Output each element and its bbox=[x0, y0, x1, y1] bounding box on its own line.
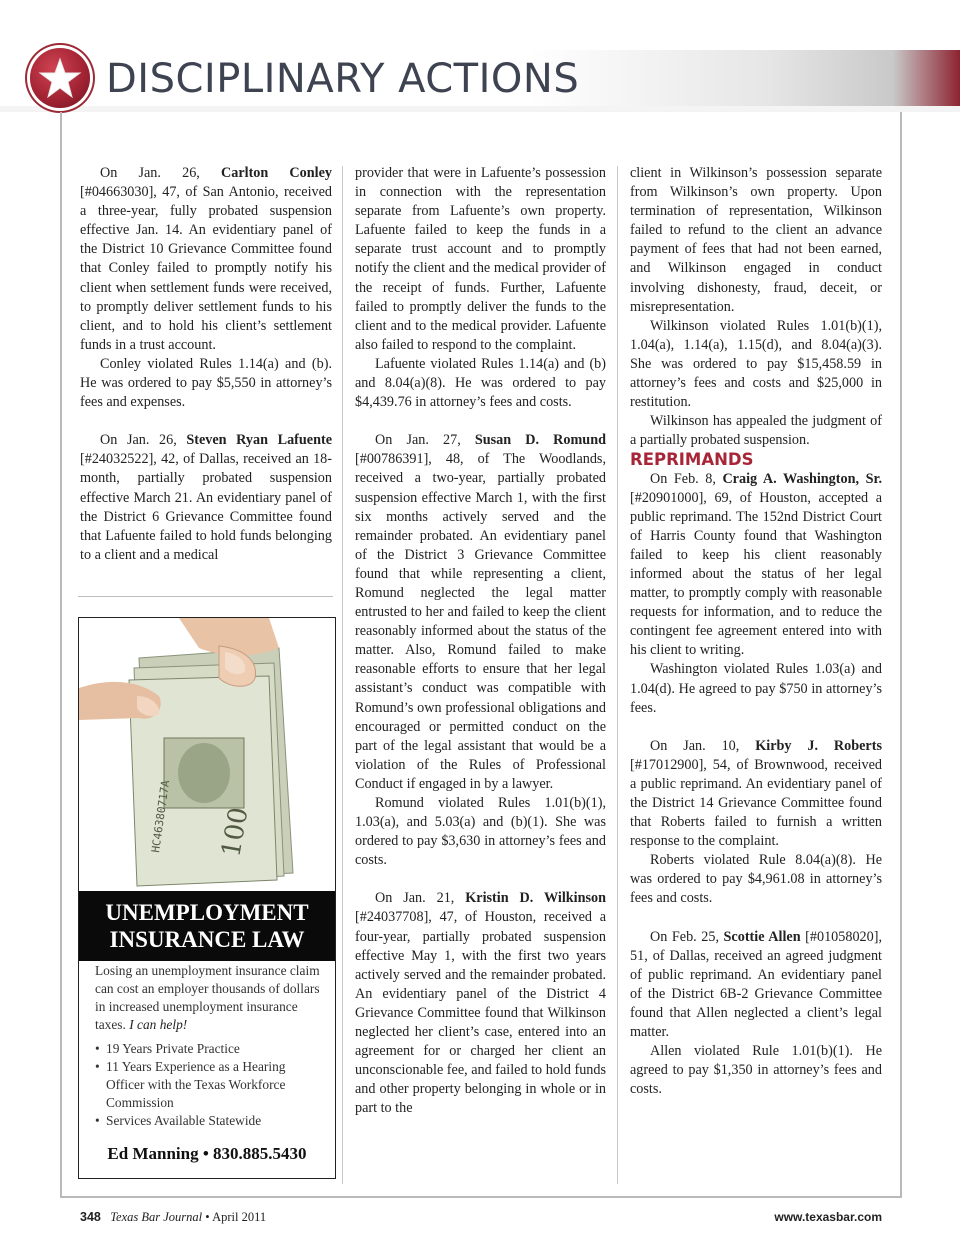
svg-text:100: 100 bbox=[216, 805, 255, 860]
paragraph: Roberts violated Rule 8.04(a)(8). He was ordered to pay $4,961.08 in attorney’s fees and costs. bbox=[630, 852, 882, 907]
ad-headline: UNEMPLOYMENT INSURANCE LAW bbox=[79, 891, 335, 961]
paragraph: Washington violated Rules 1.03(a) and 1.04(d). He agreed to pay $750 in attorney’s fees. bbox=[630, 661, 882, 716]
ad-intro: Losing an unemployment insurance claim can cost an employer thousands of dollars in increased unemployment insurance taxes. I can help! bbox=[95, 963, 320, 1032]
advertisement bbox=[78, 617, 336, 1179]
frame-right bbox=[900, 112, 902, 1197]
entry-conley: On Jan. 26, Carlton Conley [#04663030], 47, of San Antonio, received a three-year, fully probated suspension effective Jan. 14. An evidentiary panel of the District 10 Grievance Committee found that Conley failed to promptly notify his client when settlement funds were received, to promptly deliver settlement funds to his client, and to hold his client’s settlement funds in a trust account. bbox=[80, 165, 332, 353]
attorney-name: Kirby J. Roberts bbox=[755, 737, 882, 754]
list-item: • Services Available Statewide bbox=[95, 1112, 321, 1130]
attorney-name: Kristin D. Wilkinson bbox=[465, 890, 606, 907]
frame-bottom bbox=[60, 1196, 902, 1198]
entry-allen: On Feb. 25, Scottie Allen [#01058020], 51, of Dallas, received an agreed judgment of public reprimand. An evidentiary panel of the District 6B-2 Grievance Committee found that Allen neglected a client’s legal matter. bbox=[630, 928, 882, 1041]
attorney-name: Susan D. Romund bbox=[474, 432, 606, 449]
attorney-name: Craig A. Washington, Sr. bbox=[722, 470, 883, 487]
ad-body bbox=[95, 962, 321, 1130]
journal-name: Texas Bar Journal bbox=[110, 1210, 203, 1224]
entry-roberts: On Jan. 10, Kirby J. Roberts [#17012900], 54, of Brownwood, received a public reprimand. An evidentiary panel of the District 14 Grievance Committee found that Roberts failed to furnish a written response to the complaint. bbox=[630, 737, 882, 850]
section-heading: REPRIMANDS bbox=[630, 450, 754, 470]
page-title: DISCIPLINARY ACTIONS bbox=[106, 56, 580, 102]
paragraph: provider that were in Lafuente’s possession in connection with the representation separate from Lafuente’s own property. Lafuente failed to keep the funds in a separate trust account and to promptly notify the client and the medical provider of the receipt of funds. Further, Lafuente failed to promptly deliver the funds to the client and to the medical provider. Lafuente also failed to respond to the complaint. bbox=[355, 165, 606, 353]
entry-wilkinson: On Jan. 21, Kristin D. Wilkinson [#24037708], 47, of Houston, received a four-year, partially probated suspension effective May 1, with the first two years actively served and the remainder probated. An evidentiary panel of the District 4 Grievance Committee found that Wilkinson neglected her client’s case, entered into an agreement for or charged her client an unconscionable fee, and failed to hold funds and other property belonging in whole or in part to the bbox=[355, 890, 606, 1117]
paragraph: Wilkinson has appealed the judgment of a partially probated suspension. bbox=[630, 413, 882, 449]
attorney-name: Carlton Conley bbox=[220, 165, 332, 181]
entry-washington: On Feb. 8, Craig A. Washington, Sr. [#20901000], 69, of Houston, accepted a public reprimand. The 152nd District Court of Harris County found that Washington failed to keep his client reasonably informed about the status of her legal matter, to promptly comply with reasonable requests for information, and to reduce the contingent fee agreement entered into with his client to writing. bbox=[630, 470, 883, 659]
ad-bullet-list bbox=[95, 1040, 321, 1130]
article-column-2 bbox=[355, 164, 606, 1119]
article-column-1 bbox=[80, 164, 332, 565]
attorney-name: Scottie Allen bbox=[723, 928, 801, 945]
list-item: • 19 Years Private Practice bbox=[95, 1040, 321, 1058]
list-item: • 11 Years Experience as a Hearing Officer with the Texas Workforce Commission bbox=[95, 1058, 321, 1112]
footer-left: 348 Texas Bar Journal • April 2011 bbox=[80, 1210, 267, 1224]
frame-left bbox=[60, 112, 62, 1197]
footer-url: www.texasbar.com bbox=[774, 1210, 882, 1224]
column-divider bbox=[342, 166, 343, 1184]
paragraph: client in Wilkinson’s possession separate from Wilkinson’s own property. Upon termination of representation, Wilkinson failed to refund to the client an advance payment of fees that had not been earned, and Wilkinson engaged in conduct involving dishonesty, fraud, deceit, or misrepresentation. bbox=[630, 165, 882, 315]
paragraph: Wilkinson violated Rules 1.01(b)(1), 1.04(a), 1.14(a), 1.15(d), and 8.04(a)(3). She was ordered to pay $15,458.59 in attorney’s fees and costs and $25,000 in restitution. bbox=[630, 317, 882, 411]
paragraph: Romund violated Rules 1.01(b)(1), 1.03(a), and 5.03(a) and (b)(1). She was ordered to pay $3,630 in attorney’s fees and costs. bbox=[355, 795, 606, 869]
paragraph: Conley violated Rules 1.14(a) and (b). He was ordered to pay $5,550 in attorney’s fees and expenses. bbox=[80, 355, 332, 411]
entry-romund: On Jan. 27, Susan D. Romund [#00786391], 48, of The Woodlands, received a two-year, partially probated suspension effective March 1, with the first six months actively served and the remainder probated. An evidentiary panel of the District 3 Grievance Committee found that while representing a client, Romund neglected the legal matter entrusted to her and failed to keep the client reasonably informed about the status of the matter. Also, Romund failed to make reasonable efforts to ensure that her legal assistant’s conduct was compatible with Romund’s own professional obligations and encouraged or permitted conduct on the part of the legal assistant that would be a violation of the Rules of Professional Conduct if engaged in by a lawyer. bbox=[355, 432, 606, 792]
hands-counting-money-icon bbox=[79, 618, 335, 891]
ad-contact: Ed Manning • 830.885.5430 bbox=[107, 1144, 307, 1163]
column-divider bbox=[617, 166, 618, 1184]
page-number: 348 bbox=[80, 1210, 101, 1224]
texas-star-seal-icon bbox=[30, 48, 90, 108]
ad-divider bbox=[78, 596, 333, 597]
issue-date: April 2011 bbox=[212, 1210, 267, 1224]
svg-text:HC46380717A: HC46380717A bbox=[149, 779, 173, 854]
entry-lafuente: On Jan. 26, Steven Ryan Lafuente [#24032522], 42, of Dallas, received an 18-month, partially probated suspension effective March 21. An evidentiary panel of the District 6 Grievance Committee found that Lafuente failed to hold funds belonging to a client and a medical bbox=[80, 432, 332, 563]
paragraph: Allen violated Rule 1.01(b)(1). He agreed to pay $1,350 in attorney’s fees and costs. bbox=[630, 1043, 882, 1098]
attorney-name: Steven Ryan Lafuente bbox=[186, 432, 332, 449]
article-column-3 bbox=[630, 164, 882, 1099]
paragraph: Lafuente violated Rules 1.14(a) and (b) and 8.04(a)(8). He was ordered to pay $4,439.76 in attorney’s fees and costs. bbox=[355, 355, 606, 411]
